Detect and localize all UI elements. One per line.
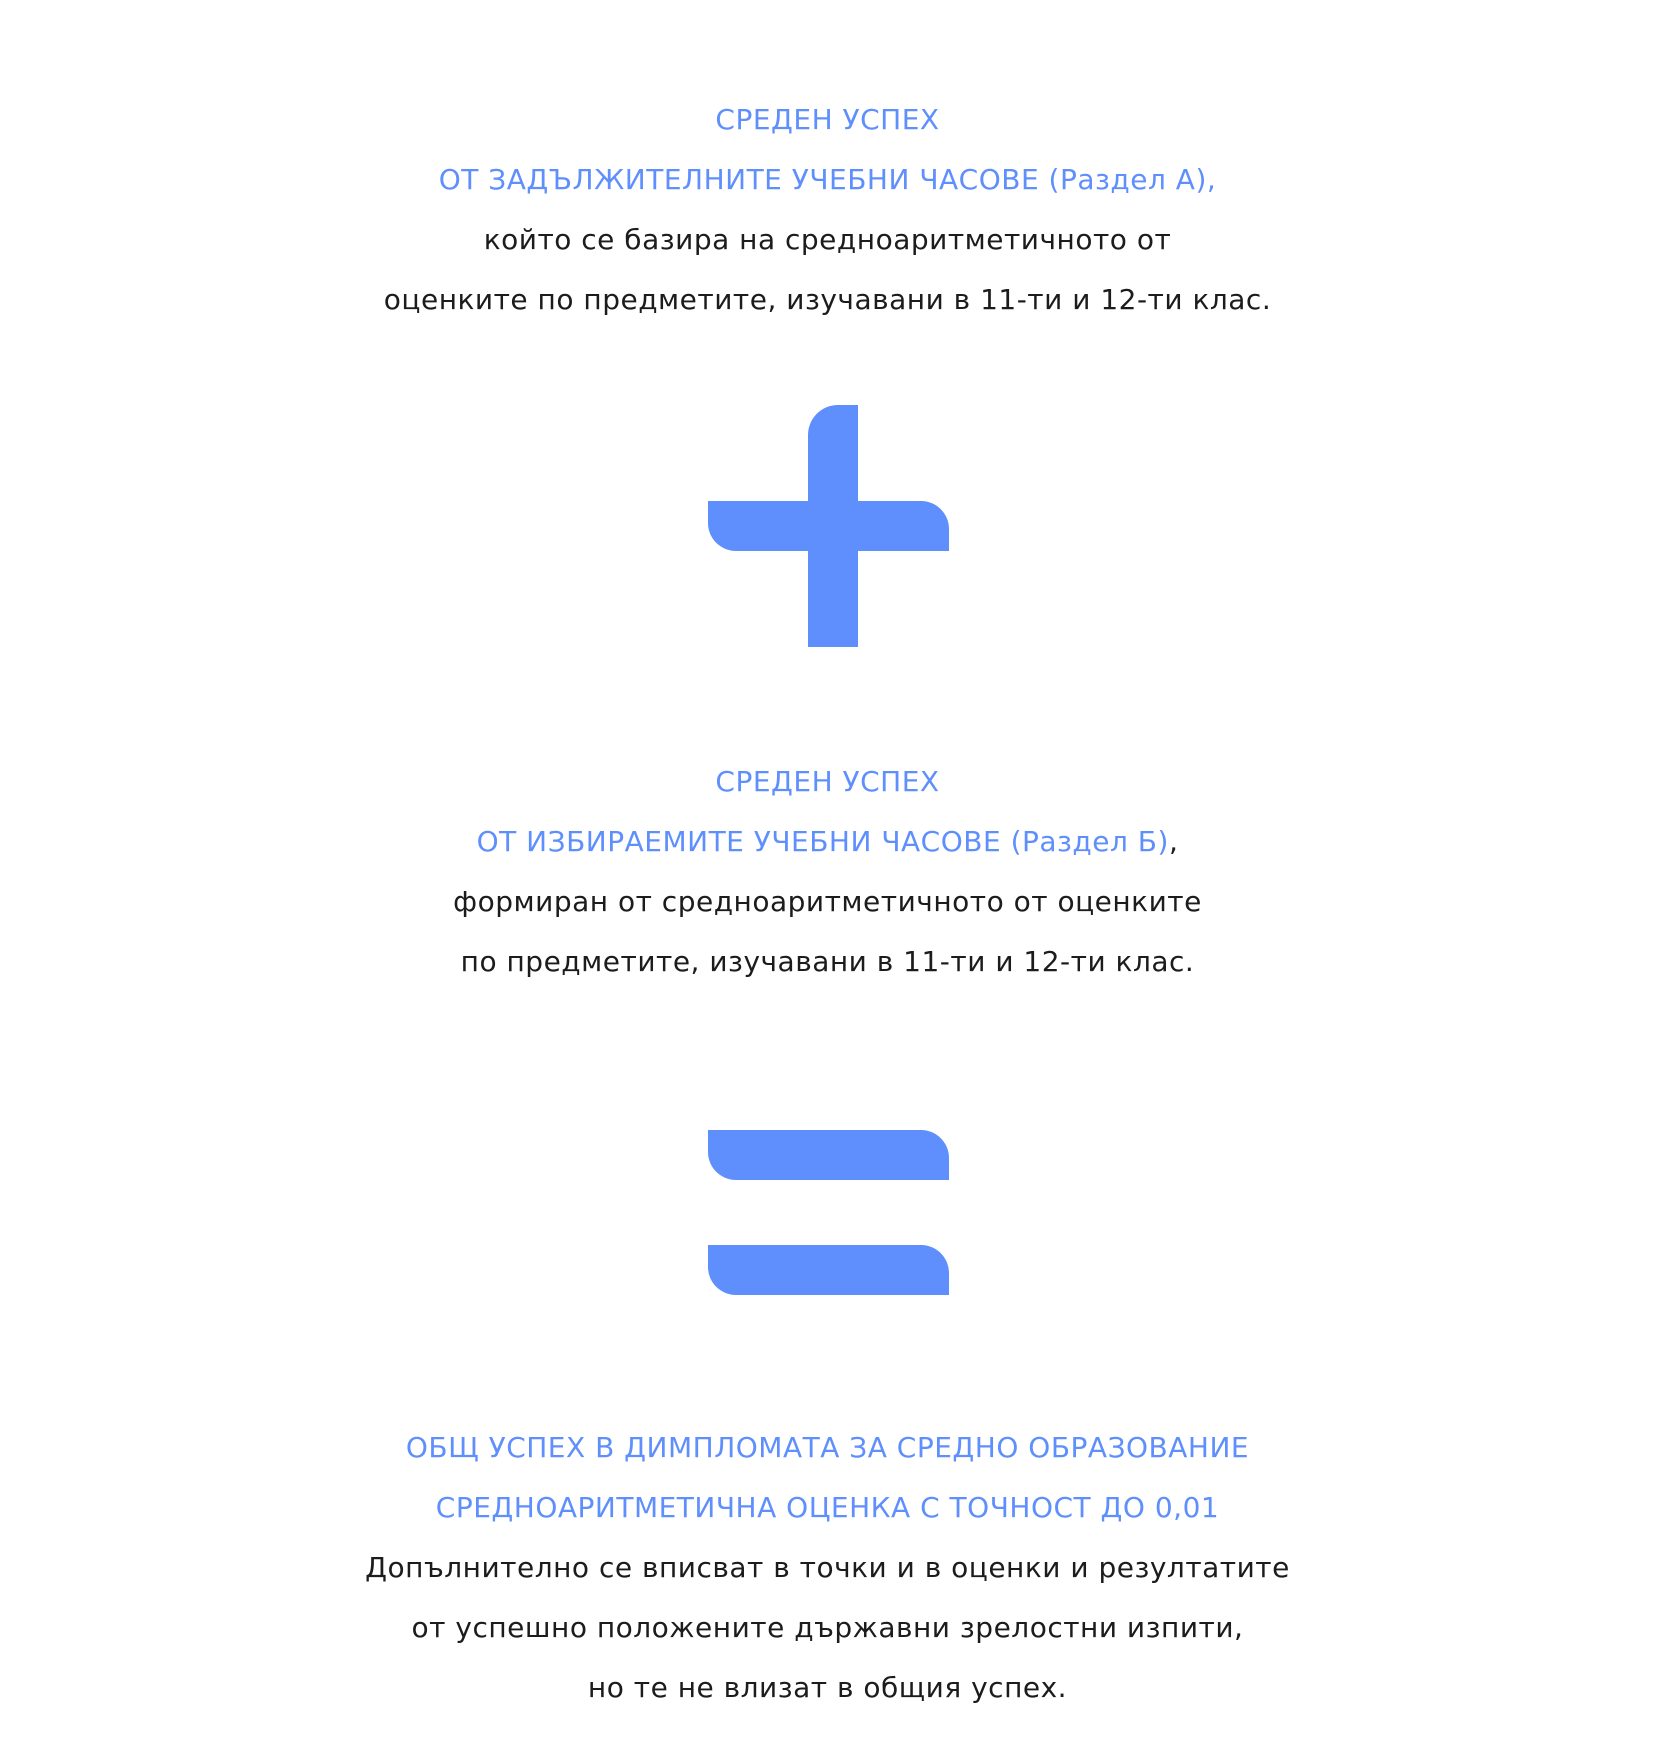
- equals-icon: [708, 1130, 949, 1295]
- section-b-title-line1: СРЕДЕН УСПЕХ: [715, 765, 940, 798]
- section-b-description-line2: по предметите, изучавани в 11-ти и 12-ти клас.: [460, 945, 1195, 978]
- section-c-title-line1: ОБЩ УСПЕХ В ДИМПЛОМАТА ЗА СРЕДНО ОБРАЗОВАНИЕ: [405, 1431, 1250, 1464]
- section-b: [0, 752, 1655, 992]
- plus-icon: [708, 405, 949, 647]
- section-c-description-line3: но те не влизат в общия успех.: [587, 1671, 1068, 1704]
- equals-top-bar: [708, 1130, 949, 1180]
- plus-horizontal-bar: [708, 501, 949, 551]
- section-c-description-line2: от успешно положените държавни зрелостни изпити,: [411, 1611, 1244, 1644]
- section-b-title-line2: ОТ ИЗБИРАЕМИТЕ УЧЕБНИ ЧАСОВЕ (Раздел Б): [476, 825, 1169, 858]
- section-a: [0, 90, 1655, 330]
- section-b-title-line2-wrapper: [0, 812, 1655, 872]
- section-b-description-line1: формиран от средноаритметичното от оценките: [453, 885, 1202, 918]
- section-a-title-line2: ОТ ЗАДЪЛЖИТЕЛНИТЕ УЧЕБНИ ЧАСОВЕ (Раздел А),: [438, 163, 1217, 196]
- section-b-title-comma: ,: [1168, 825, 1179, 858]
- equals-bottom-bar: [708, 1245, 949, 1295]
- section-a-description-line2: оценките по предметите, изучавани в 11-ти и 12-ти клас.: [383, 283, 1272, 316]
- section-c-description-line1: Допълнително се вписват в точки и в оценки и резултатите: [365, 1551, 1290, 1584]
- section-a-title-line1: СРЕДЕН УСПЕХ: [715, 103, 940, 136]
- section-c-title-line2: СРЕДНОАРИТМЕТИЧНА ОЦЕНКА С ТОЧНОСТ ДО 0,01: [435, 1491, 1220, 1524]
- section-a-description-line1: който се базира на средноаритметичното от: [483, 223, 1172, 256]
- section-c: [0, 1418, 1655, 1718]
